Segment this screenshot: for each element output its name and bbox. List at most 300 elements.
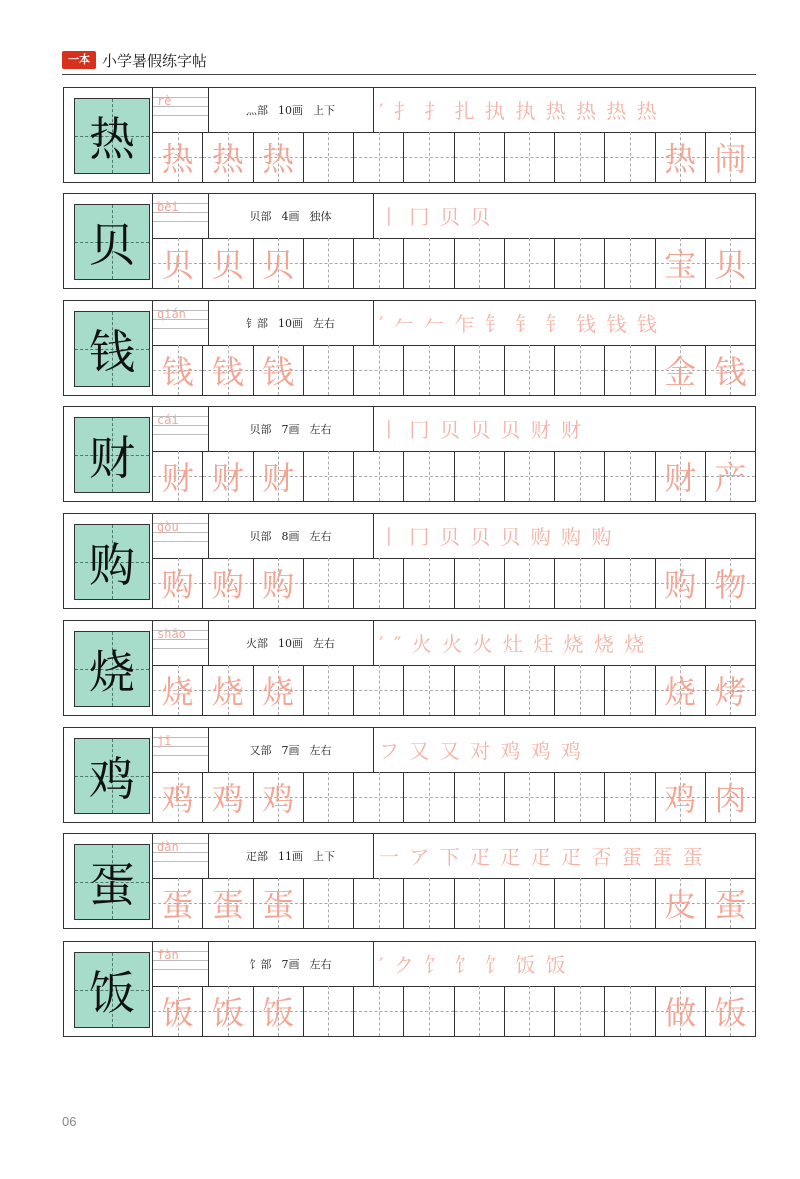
practice-grid — [152, 132, 755, 182]
character-info-strip — [152, 621, 755, 666]
trace-character: 皮 — [664, 886, 697, 924]
practice-cell[interactable] — [455, 986, 505, 1036]
header-divider — [62, 74, 756, 75]
trace-character: 鸡 — [664, 780, 697, 818]
model-character: 烧 — [89, 645, 135, 699]
practice-cell[interactable] — [656, 451, 706, 501]
trace-character: 热 — [262, 140, 295, 178]
trace-character: 金 — [664, 353, 697, 391]
practice-cell[interactable] — [354, 345, 404, 395]
practice-cell[interactable] — [153, 132, 203, 182]
practice-cell[interactable] — [455, 238, 505, 288]
trace-character — [505, 772, 554, 822]
practice-cell[interactable] — [254, 345, 304, 395]
structure: 左右 — [313, 317, 335, 330]
practice-cell[interactable] — [304, 665, 354, 715]
stroke-order: 一 ア 下 疋 疋 疋 疋 否 蛋 蛋 蛋 — [379, 844, 705, 869]
trace-character: 财 — [211, 459, 244, 497]
pinyin-text: gòu — [157, 520, 179, 534]
trace-character: 贝 — [262, 246, 295, 284]
practice-grid — [152, 558, 755, 608]
practice-cell[interactable] — [203, 132, 253, 182]
trace-character — [304, 772, 353, 822]
practice-cell[interactable] — [505, 345, 555, 395]
stroke-count: 7画 — [281, 958, 300, 971]
character-info-strip — [152, 728, 755, 773]
practice-cell[interactable] — [254, 451, 304, 501]
practice-cell[interactable] — [354, 451, 404, 501]
pinyin-text: rè — [157, 94, 172, 108]
model-character-box — [74, 98, 150, 174]
practice-cell[interactable] — [203, 451, 253, 501]
trace-character — [455, 451, 504, 501]
pinyin-box — [153, 301, 209, 345]
radical: 贝部 — [249, 210, 272, 223]
trace-character: 饭 — [211, 994, 244, 1032]
model-character: 购 — [89, 538, 135, 592]
trace-character: 饭 — [714, 994, 747, 1032]
page-header — [62, 49, 207, 71]
practice-cell[interactable] — [354, 665, 404, 715]
practice-cell[interactable] — [706, 238, 755, 288]
practice-cell[interactable] — [203, 558, 253, 608]
trace-character: 饭 — [161, 994, 194, 1032]
practice-cell[interactable] — [404, 345, 454, 395]
trace-character: 宝 — [664, 246, 697, 284]
stroke-order: ′ ク 饣 饣 饣 饭 饭 — [379, 952, 568, 977]
trace-character — [455, 772, 504, 822]
practice-cell[interactable] — [555, 986, 605, 1036]
practice-grid — [152, 878, 755, 928]
practice-cell[interactable] — [153, 558, 203, 608]
trace-character — [404, 345, 453, 395]
pinyin-box — [153, 407, 209, 451]
trace-character: 钱 — [714, 353, 747, 391]
practice-cell[interactable] — [404, 772, 454, 822]
stroke-count: 7画 — [281, 744, 300, 757]
stroke-count: 7画 — [281, 423, 300, 436]
practice-cell[interactable] — [505, 986, 555, 1036]
trace-character — [605, 451, 654, 501]
practice-cell[interactable] — [605, 558, 655, 608]
stroke-order: ′ 𠂉 𠂉 乍 钅 钅 钅 钱 钱 钱 — [379, 311, 659, 336]
practice-cell[interactable] — [153, 345, 203, 395]
practice-cell[interactable] — [706, 772, 755, 822]
trace-character — [605, 772, 654, 822]
trace-character — [354, 238, 403, 288]
trace-character: 烧 — [262, 673, 295, 711]
pinyin-box — [153, 834, 209, 878]
trace-character: 蛋 — [714, 886, 747, 924]
page-number: 06 — [62, 1114, 77, 1129]
trace-character — [304, 451, 353, 501]
practice-cell[interactable] — [656, 132, 706, 182]
stroke-count: 8画 — [281, 530, 300, 543]
trace-character — [404, 238, 453, 288]
practice-cell[interactable] — [706, 132, 755, 182]
practice-cell[interactable] — [153, 878, 203, 928]
practice-cell[interactable] — [555, 132, 605, 182]
trace-character — [354, 772, 403, 822]
practice-cell[interactable] — [656, 238, 706, 288]
practice-cell[interactable] — [254, 132, 304, 182]
practice-cell[interactable] — [555, 345, 605, 395]
character-info-strip — [152, 834, 755, 879]
practice-cell[interactable] — [404, 878, 454, 928]
trace-character — [605, 238, 654, 288]
practice-cell[interactable] — [555, 238, 605, 288]
practice-cell[interactable] — [706, 878, 755, 928]
practice-grid — [152, 345, 755, 395]
trace-character: 财 — [664, 459, 697, 497]
pinyin-box — [153, 514, 209, 558]
character-info-strip — [152, 301, 755, 346]
trace-character: 贝 — [161, 246, 194, 284]
practice-cell[interactable] — [656, 558, 706, 608]
trace-character: 产 — [714, 459, 747, 497]
radical: 饣部 — [249, 958, 272, 971]
practice-cell[interactable] — [354, 238, 404, 288]
practice-row — [63, 193, 756, 289]
practice-cell[interactable] — [304, 558, 354, 608]
practice-cell[interactable] — [555, 451, 605, 501]
stroke-order: ′ ″ 火 火 火 灶 炷 烧 烧 烧 — [379, 631, 647, 656]
practice-cell[interactable] — [203, 772, 253, 822]
practice-cell[interactable] — [203, 665, 253, 715]
character-info — [208, 407, 374, 451]
trace-character — [605, 132, 654, 182]
trace-character — [404, 558, 453, 608]
model-character: 热 — [89, 112, 135, 166]
practice-cell[interactable] — [404, 665, 454, 715]
trace-character — [404, 132, 453, 182]
radical: 又部 — [249, 744, 272, 757]
trace-character: 鸡 — [161, 780, 194, 818]
practice-grid — [152, 451, 755, 501]
practice-cell[interactable] — [304, 132, 354, 182]
trace-character: 购 — [211, 566, 244, 604]
model-character: 饭 — [89, 966, 135, 1020]
character-info — [208, 942, 374, 986]
structure: 左右 — [309, 744, 332, 757]
trace-character — [555, 451, 604, 501]
trace-character: 钱 — [262, 353, 295, 391]
pinyin-text: cái — [157, 413, 179, 427]
model-character: 蛋 — [89, 858, 135, 912]
practice-row — [63, 620, 756, 716]
practice-cell[interactable] — [505, 665, 555, 715]
character-info-strip — [152, 88, 755, 133]
practice-cell[interactable] — [254, 238, 304, 288]
practice-cell[interactable] — [153, 238, 203, 288]
stroke-count: 10画 — [278, 637, 303, 650]
trace-character — [605, 558, 654, 608]
radical: 贝部 — [249, 530, 272, 543]
character-info — [208, 514, 374, 558]
practice-cell[interactable] — [455, 451, 505, 501]
stroke-order: 丨 冂 贝 贝 贝 购 购 购 — [379, 524, 614, 549]
practice-cell[interactable] — [605, 665, 655, 715]
trace-character — [505, 878, 554, 928]
trace-character — [354, 878, 403, 928]
practice-cell[interactable] — [153, 772, 203, 822]
structure: 上下 — [313, 850, 335, 863]
practice-cell[interactable] — [605, 451, 655, 501]
practice-cell[interactable] — [455, 665, 505, 715]
structure: 左右 — [309, 530, 332, 543]
practice-cell[interactable] — [304, 451, 354, 501]
trace-character — [354, 986, 403, 1036]
practice-cell[interactable] — [605, 986, 655, 1036]
practice-cell[interactable] — [505, 132, 555, 182]
practice-cell[interactable] — [354, 878, 404, 928]
character-info-strip — [152, 942, 755, 987]
practice-cell[interactable] — [555, 772, 605, 822]
trace-character — [404, 665, 453, 715]
trace-character — [555, 772, 604, 822]
practice-cell[interactable] — [254, 558, 304, 608]
practice-grid — [152, 238, 755, 288]
practice-cell[interactable] — [555, 878, 605, 928]
character-info — [208, 834, 374, 878]
practice-cell[interactable] — [304, 345, 354, 395]
radical: 疋部 — [246, 850, 268, 863]
radical: 灬部 — [246, 104, 268, 117]
trace-character: 做 — [664, 994, 697, 1032]
model-character: 财 — [89, 431, 135, 485]
practice-cell[interactable] — [605, 345, 655, 395]
trace-character — [304, 986, 353, 1036]
character-info-strip — [152, 194, 755, 239]
practice-cell[interactable] — [203, 986, 253, 1036]
pinyin-box — [153, 88, 209, 132]
trace-character: 烧 — [161, 673, 194, 711]
practice-row — [63, 300, 756, 396]
trace-character — [455, 986, 504, 1036]
trace-character — [304, 345, 353, 395]
stroke-order: 丨 冂 贝 贝 — [379, 204, 493, 229]
practice-cell[interactable] — [404, 451, 454, 501]
practice-grid — [152, 986, 755, 1036]
radical: 火部 — [246, 637, 268, 650]
trace-character: 贝 — [211, 246, 244, 284]
practice-cell[interactable] — [354, 772, 404, 822]
practice-cell[interactable] — [505, 451, 555, 501]
trace-character: 饭 — [262, 994, 295, 1032]
trace-character: 蛋 — [161, 886, 194, 924]
practice-row — [63, 87, 756, 183]
trace-character — [304, 878, 353, 928]
model-character-box — [74, 311, 150, 387]
practice-cell[interactable] — [153, 986, 203, 1036]
series-badge: 一本 — [62, 51, 96, 69]
model-character: 钱 — [89, 325, 135, 379]
practice-cell[interactable] — [706, 345, 755, 395]
stroke-count: 10画 — [278, 104, 303, 117]
practice-cell[interactable] — [605, 238, 655, 288]
trace-character: 烧 — [664, 673, 697, 711]
trace-character — [505, 238, 554, 288]
structure: 左右 — [313, 637, 335, 650]
character-info-strip — [152, 407, 755, 452]
practice-cell[interactable] — [605, 878, 655, 928]
practice-cell[interactable] — [505, 238, 555, 288]
structure: 左右 — [309, 423, 332, 436]
practice-cell[interactable] — [505, 772, 555, 822]
practice-cell[interactable] — [354, 986, 404, 1036]
stroke-count: 4画 — [281, 210, 300, 223]
practice-cell[interactable] — [555, 665, 605, 715]
practice-cell[interactable] — [706, 558, 755, 608]
trace-character — [505, 345, 554, 395]
trace-character — [555, 132, 604, 182]
practice-cell[interactable] — [254, 986, 304, 1036]
trace-character — [304, 132, 353, 182]
trace-character — [455, 132, 504, 182]
trace-character: 烤 — [714, 673, 747, 711]
stroke-order: 丨 冂 贝 贝 贝 财 财 — [379, 417, 584, 442]
trace-character — [455, 878, 504, 928]
trace-character — [555, 665, 604, 715]
practice-cell[interactable] — [656, 665, 706, 715]
trace-character: 闹 — [714, 140, 747, 178]
stroke-order: ′ 扌 扌 扎 执 执 热 热 热 热 — [379, 98, 659, 123]
practice-cell[interactable] — [404, 238, 454, 288]
practice-row — [63, 727, 756, 823]
practice-cell[interactable] — [706, 451, 755, 501]
trace-character — [304, 238, 353, 288]
practice-cell[interactable] — [254, 665, 304, 715]
radical: 钅部 — [246, 317, 268, 330]
pinyin-box — [153, 942, 209, 986]
practice-cell[interactable] — [203, 238, 253, 288]
trace-character: 烧 — [211, 673, 244, 711]
model-character-box — [74, 204, 150, 280]
trace-character — [304, 665, 353, 715]
practice-cell[interactable] — [404, 558, 454, 608]
trace-character — [455, 558, 504, 608]
pinyin-box — [153, 194, 209, 238]
character-info — [208, 728, 374, 772]
practice-cell[interactable] — [254, 878, 304, 928]
practice-row — [63, 833, 756, 929]
trace-character — [354, 558, 403, 608]
trace-character: 钱 — [211, 353, 244, 391]
trace-character — [505, 665, 554, 715]
radical: 贝部 — [249, 423, 272, 436]
practice-cell[interactable] — [656, 345, 706, 395]
practice-cell[interactable] — [354, 132, 404, 182]
practice-cell[interactable] — [455, 132, 505, 182]
trace-character: 肉 — [714, 780, 747, 818]
practice-cell[interactable] — [404, 132, 454, 182]
practice-cell[interactable] — [455, 345, 505, 395]
trace-character — [354, 665, 403, 715]
practice-cell[interactable] — [404, 986, 454, 1036]
practice-cell[interactable] — [254, 772, 304, 822]
trace-character: 热 — [664, 140, 697, 178]
pinyin-box — [153, 621, 209, 665]
practice-cell[interactable] — [656, 986, 706, 1036]
pinyin-text: jī — [157, 734, 172, 748]
practice-cell[interactable] — [706, 665, 755, 715]
trace-character: 购 — [262, 566, 295, 604]
trace-character: 财 — [161, 459, 194, 497]
practice-row — [63, 406, 756, 502]
trace-character — [354, 451, 403, 501]
practice-cell[interactable] — [656, 772, 706, 822]
practice-row — [63, 941, 756, 1037]
practice-cell[interactable] — [605, 772, 655, 822]
trace-character: 财 — [262, 459, 295, 497]
practice-cell[interactable] — [455, 878, 505, 928]
practice-cell[interactable] — [505, 558, 555, 608]
trace-character: 钱 — [161, 353, 194, 391]
trace-character — [455, 238, 504, 288]
pinyin-text: shāo — [157, 627, 186, 641]
practice-row — [63, 513, 756, 609]
practice-cell[interactable] — [304, 986, 354, 1036]
model-character-box — [74, 524, 150, 600]
practice-cell[interactable] — [455, 772, 505, 822]
trace-character — [555, 558, 604, 608]
practice-cell[interactable] — [153, 665, 203, 715]
practice-cell[interactable] — [505, 878, 555, 928]
practice-cell[interactable] — [153, 451, 203, 501]
practice-cell[interactable] — [203, 878, 253, 928]
trace-character — [605, 986, 654, 1036]
trace-character: 鸡 — [262, 780, 295, 818]
book-title: 小学暑假练字帖 — [102, 51, 208, 70]
practice-cell[interactable] — [304, 772, 354, 822]
practice-cell[interactable] — [455, 558, 505, 608]
stroke-count: 10画 — [278, 317, 303, 330]
practice-cell[interactable] — [354, 558, 404, 608]
trace-character — [404, 986, 453, 1036]
trace-character — [505, 558, 554, 608]
structure: 左右 — [309, 958, 332, 971]
trace-character: 贝 — [714, 246, 747, 284]
trace-character — [555, 986, 604, 1036]
trace-character: 热 — [211, 140, 244, 178]
practice-cell[interactable] — [203, 345, 253, 395]
practice-cell[interactable] — [656, 878, 706, 928]
trace-character — [354, 345, 403, 395]
trace-character — [605, 345, 654, 395]
model-character-box — [74, 844, 150, 920]
trace-character: 购 — [161, 566, 194, 604]
practice-cell[interactable] — [555, 558, 605, 608]
practice-cell[interactable] — [304, 238, 354, 288]
trace-character — [505, 451, 554, 501]
pinyin-box — [153, 728, 209, 772]
trace-character: 物 — [714, 566, 747, 604]
model-character-box — [74, 417, 150, 493]
trace-character — [555, 238, 604, 288]
character-info — [208, 88, 374, 132]
trace-character — [304, 558, 353, 608]
trace-character — [404, 772, 453, 822]
trace-character — [455, 665, 504, 715]
practice-cell[interactable] — [304, 878, 354, 928]
model-character: 贝 — [89, 218, 135, 272]
stroke-count: 11画 — [278, 850, 303, 863]
practice-cell[interactable] — [605, 132, 655, 182]
trace-character — [354, 132, 403, 182]
trace-character — [555, 878, 604, 928]
practice-cell[interactable] — [706, 986, 755, 1036]
trace-character: 热 — [161, 140, 194, 178]
